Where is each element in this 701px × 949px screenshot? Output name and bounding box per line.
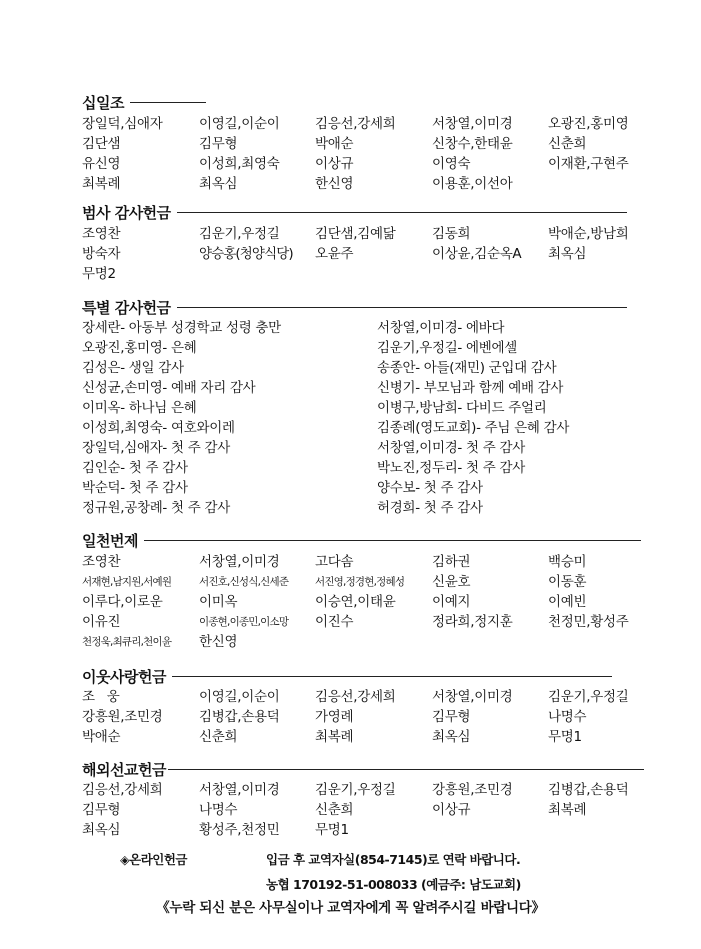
list-item: 양승홍(청양식당) — [199, 246, 293, 262]
list-item: 백승미 — [548, 554, 587, 570]
list-item: 이종현,이종민,이소망 — [199, 616, 289, 628]
list-item: 한신영 — [199, 634, 238, 650]
section-title: 일천번제 — [82, 531, 138, 550]
contact-instruction: 입금 후 교역자실(854-7145)로 연락 바랍니다. — [266, 852, 521, 867]
list-item: 김응선,강세희 — [315, 116, 396, 132]
omission-notice: 《누락 되신 분은 사무실이나 교역자에게 꼭 알려주시길 바랍니다》 — [156, 900, 545, 916]
list-item: 김운기,우정길- 에벤에셀 — [377, 340, 517, 356]
list-item: 천정민,황성주 — [548, 614, 629, 630]
list-item: 정라희,정지훈 — [432, 614, 513, 630]
section-header — [82, 759, 644, 779]
list-item: 이상규 — [315, 156, 354, 172]
list-item: 무명1 — [548, 729, 582, 745]
list-item: 양수보- 첫 주 감사 — [377, 480, 483, 496]
list-item: 이상윤,김순옥A — [432, 246, 522, 262]
list-item: 서창열,이미경 — [199, 554, 280, 570]
list-item: 이영숙 — [432, 156, 471, 172]
list-item: 김운기,우정길 — [315, 782, 396, 798]
list-item: 신창수,한태윤 — [432, 136, 513, 152]
section-title: 특별 감사헌금 — [82, 298, 171, 317]
section-title: 이웃사랑헌금 — [82, 667, 166, 686]
list-item: 장세란- 아동부 성경학교 성령 충만 — [82, 320, 281, 336]
list-item: 고다솜 — [315, 554, 354, 570]
list-item: 신춘희 — [548, 136, 587, 152]
list-item: 신병기- 부모님과 함께 예배 감사 — [377, 380, 564, 396]
list-item: 김단샘,김예닮 — [315, 226, 396, 242]
list-item: 이용훈,이선아 — [432, 176, 513, 192]
list-item: 이성희,최영숙- 여호와이레 — [82, 420, 235, 436]
list-item: 김응선,강세희 — [315, 689, 396, 705]
list-item: 서창열,이미경 — [432, 116, 513, 132]
list-item: 정규원,공창례- 첫 주 감사 — [82, 500, 230, 516]
list-item: 황성주,천정민 — [199, 822, 280, 838]
section-title: 십일조 — [82, 93, 124, 112]
list-item: 김무형 — [82, 802, 121, 818]
list-item: 무명1 — [315, 822, 349, 838]
list-item: 김단샘 — [82, 136, 121, 152]
list-item: 나명수 — [199, 802, 238, 818]
list-item: 이예지 — [432, 594, 471, 610]
list-item: 이병구,방남희- 다비드 주얼리 — [377, 400, 547, 416]
divider-line — [130, 102, 206, 103]
divider-line — [172, 676, 612, 677]
divider-line — [177, 307, 627, 308]
list-item: 이동훈 — [548, 574, 587, 590]
list-item: 오광진,홍미영- 은혜 — [82, 340, 197, 356]
list-item: 서창열,이미경- 에바다 — [377, 320, 505, 336]
list-item: 서창열,이미경 — [432, 689, 513, 705]
list-item: 박노진,정두리- 첫 주 감사 — [377, 460, 525, 476]
list-item: 신춘희 — [199, 729, 238, 745]
list-item: 방숙자 — [82, 246, 121, 262]
section-header — [82, 297, 627, 317]
list-item: 무명2 — [82, 266, 116, 282]
list-item: 이재환,구현주 — [548, 156, 629, 172]
list-item: 서진호,신성식,신세준 — [199, 576, 289, 588]
divider-line — [144, 540, 641, 541]
list-item: 장일덕,심애자 — [82, 116, 163, 132]
list-item: 서창열,이미경 — [199, 782, 280, 798]
list-item: 김운기,우정길 — [548, 689, 629, 705]
list-item: 나명수 — [548, 709, 587, 725]
section-title: 범사 감사헌금 — [82, 203, 171, 222]
list-item: 서창열,이미경- 첫 주 감사 — [377, 440, 525, 456]
section-header — [82, 666, 612, 686]
list-item: 김성은- 생일 감사 — [82, 360, 184, 376]
list-item: 최복례 — [548, 802, 587, 818]
list-item: 박애순,방남희 — [548, 226, 629, 242]
list-item: 이미옥 — [199, 594, 238, 610]
list-item: 박애순 — [82, 729, 121, 745]
section-header — [82, 530, 641, 550]
section-header — [82, 92, 206, 112]
list-item: 김동희 — [432, 226, 471, 242]
list-item: 서재현,남지원,서예원 — [82, 576, 172, 588]
list-item: 박애순 — [315, 136, 354, 152]
list-item: 김무형 — [432, 709, 471, 725]
list-item: 강흥원,조민경 — [432, 782, 513, 798]
divider-line — [168, 769, 644, 770]
section-title: 해외선교헌금 — [82, 760, 166, 779]
divider-line — [177, 212, 627, 213]
list-item: 김응선,강세희 — [82, 782, 163, 798]
list-item: 이유진 — [82, 614, 121, 630]
list-item: 최복례 — [315, 729, 354, 745]
list-item: 김인순- 첫 주 감사 — [82, 460, 188, 476]
bank-account: 농협 170192-51-008033 (예금주: 남도교회) — [266, 877, 521, 892]
list-item: 이상규 — [432, 802, 471, 818]
list-item: 가영례 — [315, 709, 354, 725]
list-item: 오윤주 — [315, 246, 354, 262]
list-item: 이예빈 — [548, 594, 587, 610]
list-item: 신춘희 — [315, 802, 354, 818]
list-item: 최옥심 — [548, 246, 587, 262]
list-item: 조영찬 — [82, 554, 121, 570]
list-item: 최옥심 — [432, 729, 471, 745]
list-item: 송종안- 아들(재민) 군입대 감사 — [377, 360, 557, 376]
list-item: 오광진,홍미영 — [548, 116, 629, 132]
online-offering-label: ◈온라인헌금 — [120, 852, 187, 867]
list-item: 김하권 — [432, 554, 471, 570]
list-item: 장일덕,심애자- 첫 주 감사 — [82, 440, 230, 456]
list-item: 신윤호 — [432, 574, 471, 590]
list-item: 김운기,우정길 — [199, 226, 280, 242]
list-item: 최옥심 — [199, 176, 238, 192]
list-item: 김종례(영도교회)- 주님 은혜 감사 — [377, 420, 570, 436]
list-item: 한신영 — [315, 176, 354, 192]
list-item: 이영길,이순이 — [199, 116, 280, 132]
list-item: 조영찬 — [82, 226, 121, 242]
list-item: 김병갑,손용덕 — [199, 709, 280, 725]
list-item: 신성균,손미영- 예배 자리 감사 — [82, 380, 256, 396]
list-item: 최복례 — [82, 176, 121, 192]
list-item: 서진영,정경현,정혜성 — [315, 576, 405, 588]
list-item: 이진수 — [315, 614, 354, 630]
list-item: 강흥원,조민경 — [82, 709, 163, 725]
list-item: 천정욱,최큐리,천이윤 — [82, 636, 172, 648]
list-item: 이영길,이순이 — [199, 689, 280, 705]
list-item: 이미옥- 하나님 은혜 — [82, 400, 197, 416]
list-item: 유신영 — [82, 156, 121, 172]
list-item: 허경희- 첫 주 감사 — [377, 500, 483, 516]
list-item: 이승연,이태윤 — [315, 594, 396, 610]
list-item: 조 웅 — [82, 689, 120, 705]
list-item: 박순덕- 첫 주 감사 — [82, 480, 188, 496]
list-item: 김병갑,손용덕 — [548, 782, 629, 798]
list-item: 이성희,최영숙 — [199, 156, 280, 172]
list-item: 최옥심 — [82, 822, 121, 838]
section-header — [82, 202, 627, 222]
list-item: 김무형 — [199, 136, 238, 152]
list-item: 이루다,이로운 — [82, 594, 163, 610]
